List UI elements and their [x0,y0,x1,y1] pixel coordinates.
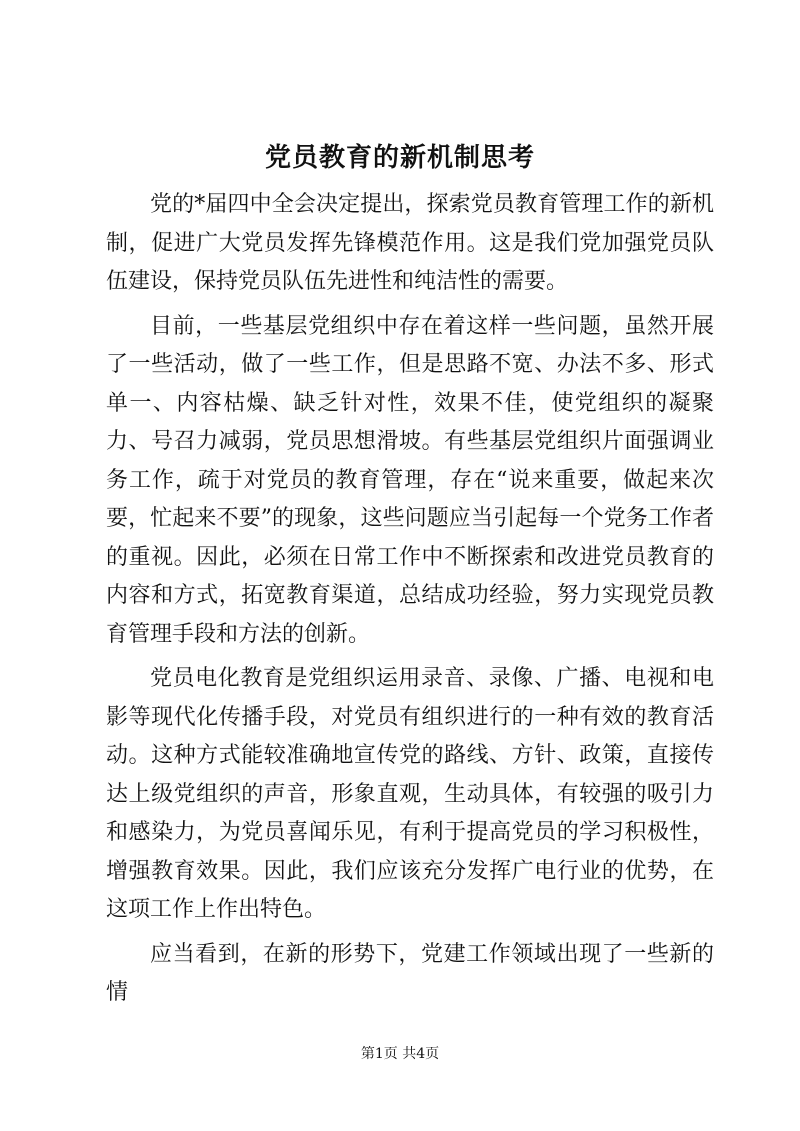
document-title: 党员教育的新机制思考 [264,143,535,173]
page-number-footer: 第1页 共4页 [360,1046,440,1062]
document-body [106,186,714,1019]
paragraph: 党员电化教育是党组织运用录音、录像、广播、电视和电影等现代化传播手段，对党员有组织进行的一种有效的教育活动。这种方式能较准确地宣传党的路线、方针、政策，直接传达上级党组织的声音，形象直观，生动具体，有较强的吸引力和感染力，为党员喜闻乐见，有利于提高党员的学习积极性，增强教育效果。因此，我们应该充分发挥广电行业的优势，在这项工作上作出特色。 [106,666,714,922]
paragraph: 应当看到，在新的形势下，党建工作领域出现了一些新的情 [106,941,714,1005]
paragraph: 目前，一些基层党组织中存在着这样一些问题，虽然开展了一些活动，做了一些工作，但是思路不宽、办法不多、形式单一、内容枯燥、缺乏针对性，效果不佳，使党组织的凝聚力、号召力减弱，党员思想滑坡。有些基层党组织片面强调业务工作，疏于对党员的教育管理，存在“说来重要，做起来次要，忙起来不要”的现象，这些问题应当引起每一个党务工作者的重视。因此，必须在日常工作中不断探索和改进党员教育的内容和方式，拓宽教育渠道，总结成功经验，努力实现党员教育管理手段和方法的创新。 [106,313,714,647]
paragraph: 党的*届四中全会决定提出，探索党员教育管理工作的新机制，促进广大党员发挥先锋模范作用。这是我们党加强党员队伍建设，保持党员队伍先进性和纯洁性的需要。 [106,192,714,294]
